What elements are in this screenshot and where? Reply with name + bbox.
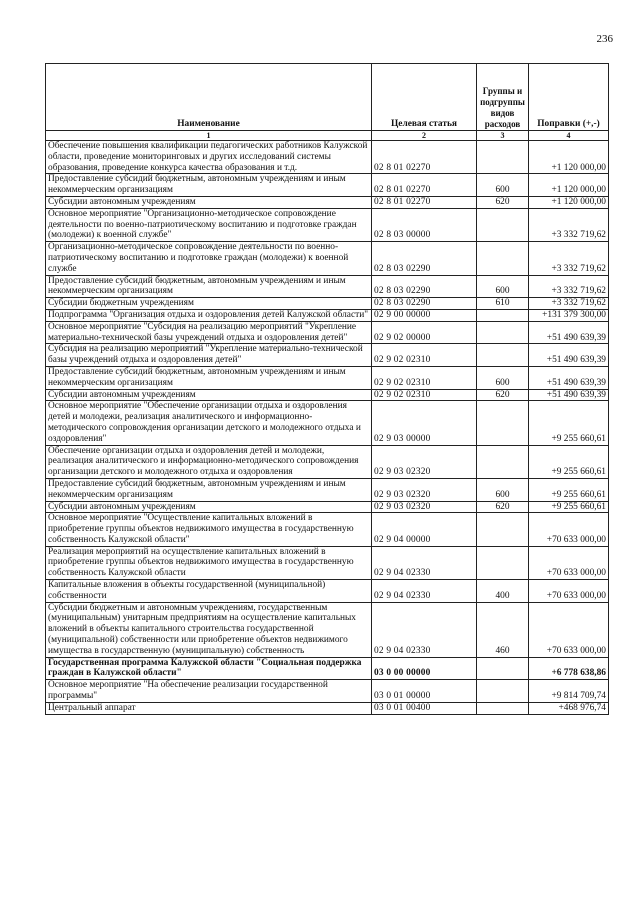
row-name: Государственная программа Калужской области "Социальная поддержка граждан в Калужской области" bbox=[46, 657, 372, 680]
column-number: 1 bbox=[46, 131, 372, 141]
row-name: Предоставление субсидий бюджетным, автономным учреждениям и иным некоммерческим организациям bbox=[46, 478, 372, 501]
row-code: 02 9 03 00000 bbox=[372, 401, 477, 445]
row-name: Предоставление субсидий бюджетным, автономным учреждениям и иным некоммерческим организациям bbox=[46, 275, 372, 298]
row-name: Субсидии автономным учреждениям bbox=[46, 389, 372, 401]
row-name: Субсидии бюджетным и автономным учреждениям, государственным (муниципальным) унитарным предприятиям на осуществление капитальных вложений в объекты капитального строительства государственной (муниципальной) собственности или приобретение объектов недвижимого имущества в государственную (муниципальную) собственность bbox=[46, 602, 372, 657]
row-group bbox=[477, 657, 529, 680]
row-amount: +468 976,74 bbox=[529, 702, 609, 714]
column-number: 3 bbox=[477, 131, 529, 141]
table-row bbox=[46, 196, 609, 208]
row-amount: +9 255 660,61 bbox=[529, 501, 609, 513]
row-name: Организационно-методическое сопровождение деятельности по военно-патриотическому воспитанию и подготовке граждан (молодежи) к военной службе bbox=[46, 242, 372, 275]
budget-amendments-table bbox=[45, 63, 609, 715]
row-name: Основное мероприятие "Обеспечение организации отдыха и оздоровления детей и молодежи, реализация аналитического и информационно-методического сопровождения организации детского и молодежного отдыха и оздоровления" bbox=[46, 401, 372, 445]
row-group: 460 bbox=[477, 602, 529, 657]
column-number: 2 bbox=[372, 131, 477, 141]
row-code: 02 9 00 00000 bbox=[372, 309, 477, 321]
row-name: Центральный аппарат bbox=[46, 702, 372, 714]
table-row bbox=[46, 513, 609, 546]
table-row bbox=[46, 208, 609, 241]
row-amount: +9 255 660,61 bbox=[529, 445, 609, 478]
row-code: 03 0 01 00400 bbox=[372, 702, 477, 714]
row-group bbox=[477, 513, 529, 546]
row-code: 02 8 03 00000 bbox=[372, 208, 477, 241]
table-row bbox=[46, 501, 609, 513]
row-group bbox=[477, 141, 529, 174]
row-amount: +1 120 000,00 bbox=[529, 196, 609, 208]
table-row bbox=[46, 242, 609, 275]
row-group: 620 bbox=[477, 389, 529, 401]
row-code: 02 9 02 02310 bbox=[372, 389, 477, 401]
header-article: Целевая статья bbox=[372, 64, 477, 131]
table-row bbox=[46, 344, 609, 367]
row-group bbox=[477, 445, 529, 478]
row-group bbox=[477, 309, 529, 321]
table-row bbox=[46, 389, 609, 401]
row-amount: +1 120 000,00 bbox=[529, 141, 609, 174]
row-name: Обеспечение организации отдыха и оздоровления детей и молодежи, реализация аналитического и информационно-методического сопровождения организации детского и молодежного отдыха и оздоровления bbox=[46, 445, 372, 478]
row-code: 02 8 03 02290 bbox=[372, 275, 477, 298]
header-amendments: Поправки (+,-) bbox=[529, 64, 609, 131]
row-code: 02 9 03 02320 bbox=[372, 445, 477, 478]
table-row bbox=[46, 321, 609, 344]
column-number-row bbox=[46, 131, 609, 141]
row-amount: +3 332 719,62 bbox=[529, 208, 609, 241]
row-code: 02 9 03 02320 bbox=[372, 478, 477, 501]
row-code: 02 9 02 02310 bbox=[372, 344, 477, 367]
row-group bbox=[477, 208, 529, 241]
row-group bbox=[477, 546, 529, 579]
row-group bbox=[477, 680, 529, 703]
table-row bbox=[46, 657, 609, 680]
row-code: 02 9 02 02310 bbox=[372, 366, 477, 389]
row-group bbox=[477, 344, 529, 367]
row-group: 600 bbox=[477, 275, 529, 298]
row-name: Реализация мероприятий на осуществление капитальных вложений в приобретение группы объектов недвижимого имущества в государственную собственность Калужской области bbox=[46, 546, 372, 579]
row-code: 02 9 04 02330 bbox=[372, 602, 477, 657]
table-row bbox=[46, 445, 609, 478]
table-row bbox=[46, 275, 609, 298]
row-amount: +9 814 709,74 bbox=[529, 680, 609, 703]
row-name: Капитальные вложения в объекты государственной (муниципальной) собственности bbox=[46, 580, 372, 603]
table-row bbox=[46, 680, 609, 703]
header-groups: Группы и подгруппы видов расходов bbox=[477, 64, 529, 131]
table-row bbox=[46, 478, 609, 501]
row-amount: +3 332 719,62 bbox=[529, 242, 609, 275]
table-row bbox=[46, 366, 609, 389]
row-amount: +51 490 639,39 bbox=[529, 344, 609, 367]
row-group: 620 bbox=[477, 501, 529, 513]
row-code: 02 9 02 00000 bbox=[372, 321, 477, 344]
row-code: 02 9 04 02330 bbox=[372, 546, 477, 579]
row-amount: +70 633 000,00 bbox=[529, 580, 609, 603]
row-group: 600 bbox=[477, 366, 529, 389]
row-code: 02 8 01 02270 bbox=[372, 196, 477, 208]
row-name: Основное мероприятие "Субсидия на реализацию мероприятий "Укрепление материально-технической базы учреждений отдыха и оздоровления детей" bbox=[46, 321, 372, 344]
row-amount: +51 490 639,39 bbox=[529, 366, 609, 389]
table-row bbox=[46, 141, 609, 174]
row-amount: +3 332 719,62 bbox=[529, 298, 609, 310]
column-number: 4 bbox=[529, 131, 609, 141]
row-group: 620 bbox=[477, 196, 529, 208]
row-amount: +9 255 660,61 bbox=[529, 401, 609, 445]
row-amount: +6 778 638,86 bbox=[529, 657, 609, 680]
row-group: 400 bbox=[477, 580, 529, 603]
row-name: Субсидия на реализацию мероприятий "Укрепление материально-технической базы учреждений отдыха и оздоровления детей" bbox=[46, 344, 372, 367]
row-amount: +9 255 660,61 bbox=[529, 478, 609, 501]
row-amount: +51 490 639,39 bbox=[529, 389, 609, 401]
row-name: Основное мероприятие "Организационно-методическое сопровождение деятельности по военно-патриотическому воспитанию и подготовке граждан (молодежи) к военной службе" bbox=[46, 208, 372, 241]
row-amount: +51 490 639,39 bbox=[529, 321, 609, 344]
row-name: Субсидии автономным учреждениям bbox=[46, 196, 372, 208]
header-name: Наименование bbox=[46, 64, 372, 131]
row-group bbox=[477, 321, 529, 344]
row-group bbox=[477, 401, 529, 445]
header-row bbox=[46, 64, 609, 131]
row-group bbox=[477, 242, 529, 275]
row-name: Подпрограмма "Организация отдыха и оздоровления детей Калужской области" bbox=[46, 309, 372, 321]
row-name: Субсидии автономным учреждениям bbox=[46, 501, 372, 513]
table-row bbox=[46, 580, 609, 603]
row-code: 02 8 01 02270 bbox=[372, 174, 477, 197]
row-name: Основное мероприятие "На обеспечение реализации государственной программы" bbox=[46, 680, 372, 703]
row-amount: +70 633 000,00 bbox=[529, 602, 609, 657]
row-amount: +3 332 719,62 bbox=[529, 275, 609, 298]
row-group: 610 bbox=[477, 298, 529, 310]
row-code: 02 9 04 02330 bbox=[372, 580, 477, 603]
row-code: 02 8 01 02270 bbox=[372, 141, 477, 174]
row-name: Основное мероприятие "Осуществление капитальных вложений в приобретение группы объектов недвижимого имущества в государственную собственность Калужской области" bbox=[46, 513, 372, 546]
row-group bbox=[477, 702, 529, 714]
row-group: 600 bbox=[477, 478, 529, 501]
row-code: 02 8 03 02290 bbox=[372, 298, 477, 310]
row-code: 02 9 03 02320 bbox=[372, 501, 477, 513]
row-code: 03 0 00 00000 bbox=[372, 657, 477, 680]
row-amount: +70 633 000,00 bbox=[529, 513, 609, 546]
row-name: Предоставление субсидий бюджетным, автономным учреждениям и иным некоммерческим организациям bbox=[46, 174, 372, 197]
row-name: Субсидии бюджетным учреждениям bbox=[46, 298, 372, 310]
table-row bbox=[46, 602, 609, 657]
table-row bbox=[46, 546, 609, 579]
row-code: 02 8 03 02290 bbox=[372, 242, 477, 275]
table-row bbox=[46, 401, 609, 445]
table-row bbox=[46, 174, 609, 197]
row-code: 02 9 04 00000 bbox=[372, 513, 477, 546]
page-number: 236 bbox=[596, 33, 613, 45]
row-name: Обеспечение повышения квалификации педагогических работников Калужской области, проведение мониторинговых и других исследований системы образования, проведение конкурса качества образования и т.д. bbox=[46, 141, 372, 174]
row-amount: +70 633 000,00 bbox=[529, 546, 609, 579]
row-code: 03 0 01 00000 bbox=[372, 680, 477, 703]
row-amount: +1 120 000,00 bbox=[529, 174, 609, 197]
row-group: 600 bbox=[477, 174, 529, 197]
table-row bbox=[46, 702, 609, 714]
row-amount: +131 379 300,00 bbox=[529, 309, 609, 321]
row-name: Предоставление субсидий бюджетным, автономным учреждениям и иным некоммерческим организациям bbox=[46, 366, 372, 389]
table-row bbox=[46, 309, 609, 321]
table-row bbox=[46, 298, 609, 310]
